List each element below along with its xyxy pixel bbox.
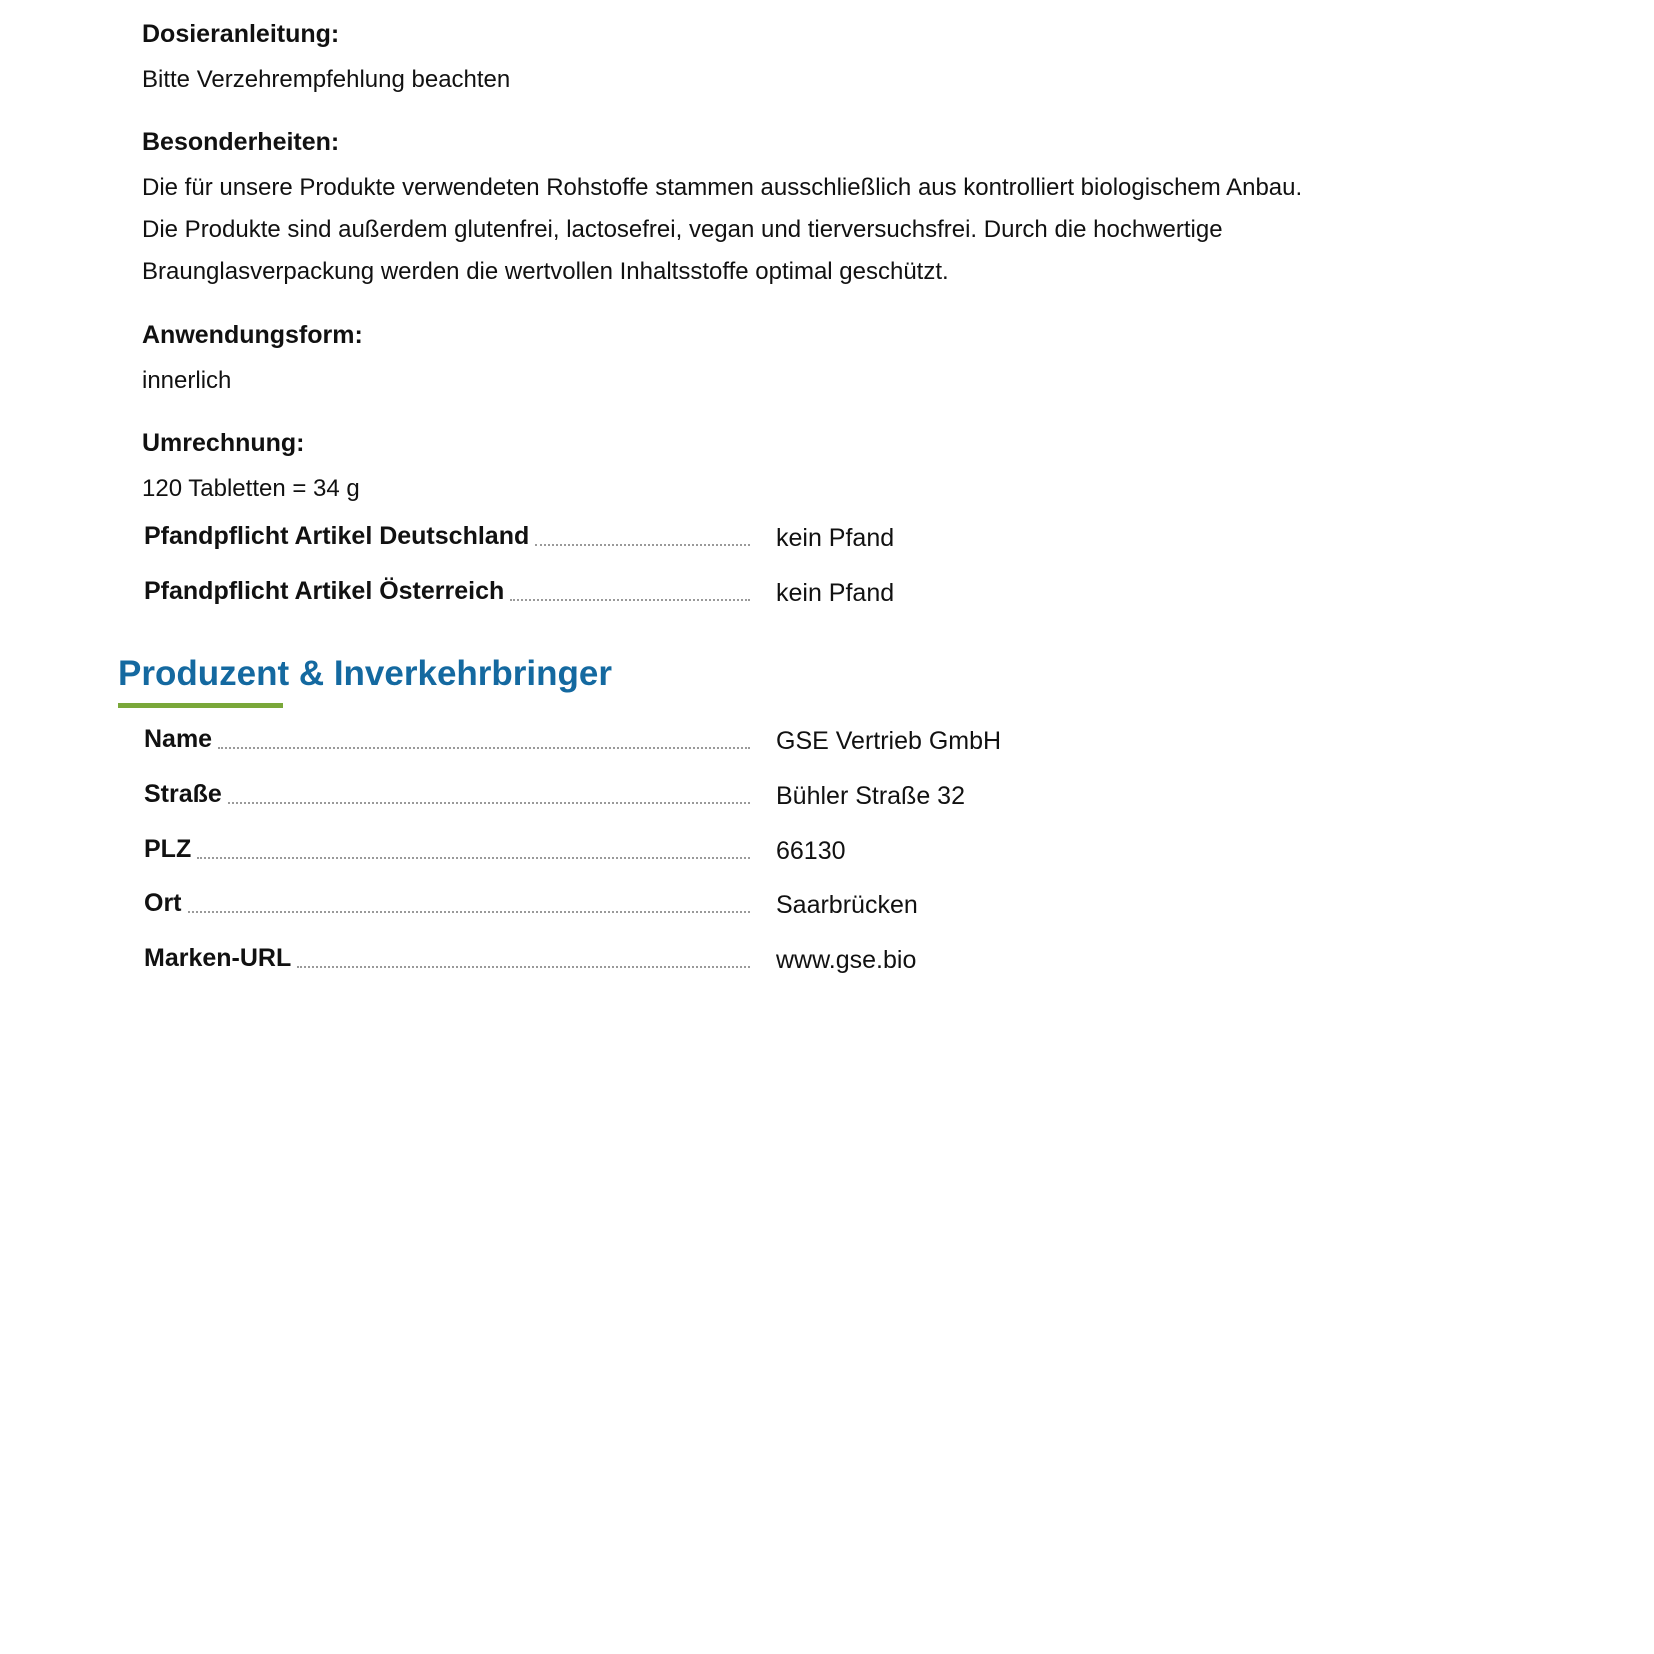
kv-label-group [144,779,750,809]
kv-value: GSE Vertrieb GmbH [776,727,1002,755]
section-text-line: Braunglasverpackung werden die wertvollen Inhaltsstoffe optimal geschützt. [142,258,949,285]
section-text-line: Die Produkte sind außerdem glutenfrei, lactosefrei, vegan und tierversuchsfrei. Durch die hochwertige [142,216,1223,243]
producer-heading [118,652,612,696]
kv-label-group [144,576,750,606]
section-text-line: 120 Tabletten = 34 g [142,475,360,502]
section-text-line: Die für unsere Produkte verwendeten Rohstoffe stammen ausschließlich aus kontrolliert biologischem Anbau. [142,174,1303,201]
kv-label: Pfandpflicht Artikel Deutschland [144,521,535,551]
dot-leader [228,802,750,804]
kv-label: Straße [144,779,228,809]
dot-leader [297,966,750,968]
heading-underline [118,703,283,708]
section-title: Umrechnung: [142,429,305,457]
kv-label: Marken-URL [144,943,297,973]
section-body [142,167,1302,293]
producer-row-city [144,888,1444,920]
dot-leader [218,747,750,749]
kv-label-group [144,834,750,864]
section-body [142,59,510,101]
section-body [142,360,231,402]
kv-label-group [144,724,750,754]
kv-value: Saarbrücken [776,891,918,919]
section-text-line: innerlich [142,367,232,394]
section-heading: Produzent & Inverkehrbringer [118,654,612,693]
dot-leader [535,544,750,546]
kv-label: Pfandpflicht Artikel Österreich [144,576,510,606]
kv-value: kein Pfand [776,579,895,607]
section-title: Besonderheiten: [142,128,340,156]
deposit-row-germany [144,521,1444,553]
dot-leader [197,857,750,859]
section-body [142,468,360,510]
kv-value: kein Pfand [776,524,895,552]
section-title: Dosieranleitung: [142,20,340,48]
dot-leader [510,599,750,601]
producer-row-zip [144,834,1444,866]
brand-url-link[interactable]: www.gse.bio [776,946,917,974]
kv-value: Bühler Straße 32 [776,782,965,810]
kv-label-group [144,943,750,973]
deposit-row-austria [144,576,1444,608]
dot-leader [188,911,751,913]
producer-row-name [144,724,1444,756]
kv-label-group [144,521,750,551]
section-text-line: Bitte Verzehrempfehlung beachten [142,66,511,93]
kv-value: 66130 [776,837,846,865]
section-title: Anwendungsform: [142,321,363,349]
kv-label-group [144,888,750,918]
producer-row-url [144,943,1444,975]
kv-label: PLZ [144,834,197,864]
kv-label: Ort [144,888,188,918]
kv-label: Name [144,724,218,754]
producer-row-street [144,779,1444,811]
